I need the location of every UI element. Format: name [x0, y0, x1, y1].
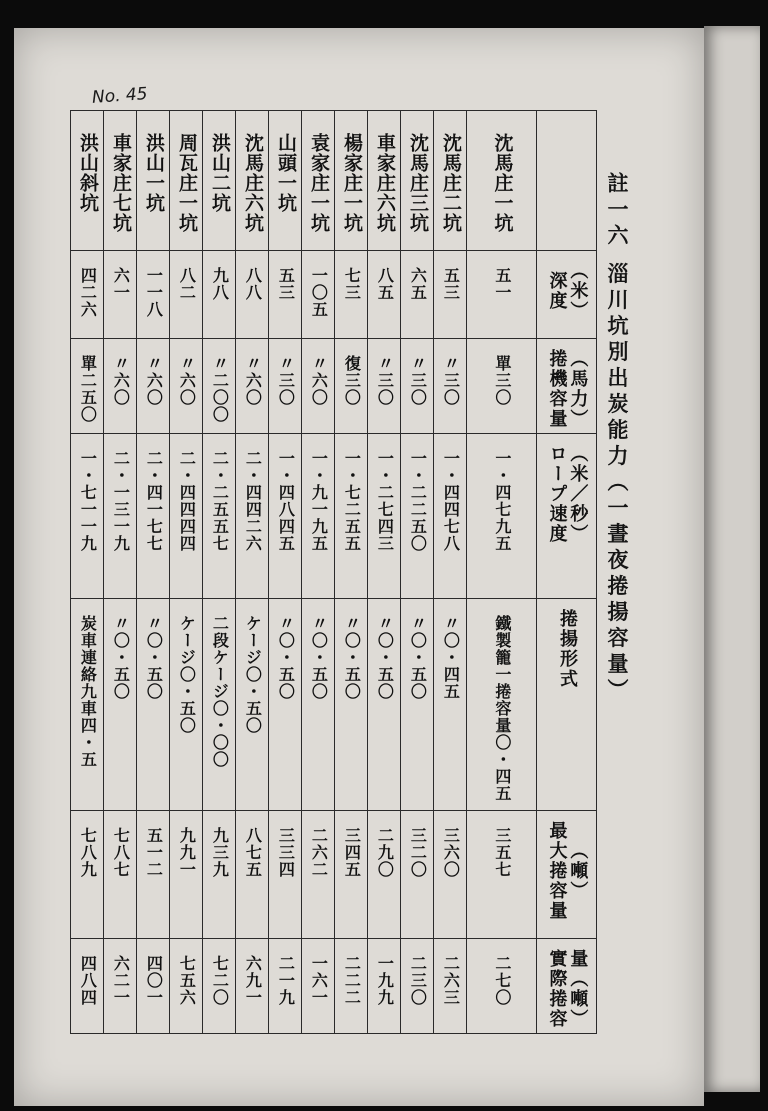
table-cell	[335, 599, 368, 811]
table-cell	[71, 111, 104, 251]
table-cell	[203, 599, 236, 811]
page-number: No. 45	[91, 84, 149, 108]
depth-value: 八五	[375, 267, 395, 301]
hoist-type-value: 二段ケージ〇・〇〇	[210, 615, 230, 768]
max-capacity-value: 三六〇	[441, 827, 461, 878]
table-cell	[203, 339, 236, 434]
table-cell	[434, 251, 467, 339]
table-cell	[302, 339, 335, 434]
table-cell	[368, 939, 401, 1034]
table-cell	[434, 434, 467, 599]
capacity-value: 復三〇	[342, 355, 362, 406]
rope-speed-header: ロープ速度	[546, 444, 568, 544]
actual-capacity-value: 二二二	[342, 955, 362, 1006]
hoist-type-value: 鐵製籠一捲容量〇・四五	[492, 615, 512, 802]
depth-value: 八八	[243, 267, 263, 301]
hoist-type-header: 捲揚形式	[556, 609, 578, 689]
max-capacity-value: 二九〇	[375, 827, 395, 878]
table-cell	[170, 599, 203, 811]
max-capacity-value: 三三四	[276, 827, 296, 878]
table-cell	[434, 339, 467, 434]
mine-name: 洪山二坑	[208, 133, 231, 213]
table-cell	[434, 111, 467, 251]
table-cell	[269, 811, 302, 939]
capacity-header: 捲機容量	[546, 349, 568, 429]
table-cell	[335, 434, 368, 599]
table-cell	[368, 251, 401, 339]
rope-speed-unit: （米／秒）	[567, 444, 589, 544]
table-cell	[401, 339, 434, 434]
depth-value: 五三	[276, 267, 296, 301]
table-cell	[203, 434, 236, 599]
actual-capacity-unit: 量（噸）	[567, 949, 589, 1029]
capacity-value: 〃六〇	[144, 355, 164, 406]
table-cell	[537, 939, 597, 1034]
table-cell	[71, 599, 104, 811]
rope-speed-value: 二・四四二六	[243, 450, 263, 552]
rope-speed-value: 二・四四四四	[177, 450, 197, 552]
depth-value: 八二	[177, 267, 197, 301]
depth-value: 六五	[408, 267, 428, 301]
depth-value: 七三	[342, 267, 362, 301]
table-cell	[137, 434, 170, 599]
actual-capacity-value: 六二一	[111, 955, 131, 1006]
row-names	[71, 111, 597, 251]
table-cell	[71, 939, 104, 1034]
table-cell	[104, 434, 137, 599]
rope-speed-value: 一・七二五五	[342, 450, 362, 552]
table-cell	[269, 434, 302, 599]
table-cell	[137, 599, 170, 811]
table-cell	[401, 251, 434, 339]
row-depth	[71, 251, 597, 339]
table-cell	[368, 111, 401, 251]
table-cell	[467, 939, 537, 1034]
table-cell	[269, 251, 302, 339]
table-cell	[335, 339, 368, 434]
table-cell	[170, 339, 203, 434]
actual-capacity-value: 四八四	[78, 955, 98, 1006]
rope-speed-value: 一・四四七八	[441, 450, 461, 552]
table-cell	[71, 811, 104, 939]
actual-capacity-value: 一九九	[375, 955, 395, 1006]
table-cell	[269, 339, 302, 434]
hoist-type-value: ケージ〇・五〇	[177, 615, 197, 734]
table-cell	[434, 939, 467, 1034]
mine-name: 沈馬庄六坑	[241, 133, 264, 233]
capacity-value: 〃三〇	[441, 355, 461, 406]
max-capacity-unit: （噸）	[567, 841, 589, 901]
actual-capacity-value: 二三〇	[408, 955, 428, 1006]
capacity-value: 〃三〇	[276, 355, 296, 406]
mine-name: 袁家庄一坑	[307, 133, 330, 233]
capacity-value: 單三〇	[492, 355, 512, 406]
table-cell	[236, 434, 269, 599]
table-cell	[302, 811, 335, 939]
actual-capacity-value: 二七〇	[492, 955, 512, 1006]
table-cell	[335, 811, 368, 939]
table-cell	[302, 434, 335, 599]
table-cell	[467, 339, 537, 434]
row-capacity	[71, 339, 597, 434]
actual-capacity-value: 四〇一	[144, 955, 164, 1006]
rope-speed-value: 一・四八四五	[276, 450, 296, 552]
table-cell	[170, 251, 203, 339]
max-capacity-value: 五一二	[144, 827, 164, 878]
table-cell	[104, 111, 137, 251]
actual-capacity-value: 一六一	[309, 955, 329, 1006]
table-cell	[401, 599, 434, 811]
hoist-type-value: 〃〇・五〇	[144, 615, 164, 700]
table-cell	[269, 599, 302, 811]
actual-capacity-value: 七五六	[177, 955, 197, 1006]
table-cell	[137, 811, 170, 939]
table-cell	[104, 599, 137, 811]
table-cell	[467, 811, 537, 939]
table-cell	[71, 339, 104, 434]
rope-speed-value: 二・一三一九	[111, 450, 131, 552]
rope-speed-value: 一・四七九五	[492, 450, 512, 552]
table-cell	[401, 434, 434, 599]
mine-name: 沈馬庄三坑	[406, 133, 429, 233]
rope-speed-value: 一・二七四三	[375, 450, 395, 552]
table-cell	[269, 939, 302, 1034]
table-cell	[537, 434, 597, 599]
table-cell	[537, 599, 597, 811]
depth-value: 一〇五	[309, 267, 329, 318]
table-cell	[236, 811, 269, 939]
capacity-unit: （馬力）	[567, 349, 589, 429]
table-cell	[236, 339, 269, 434]
table-cell	[537, 251, 597, 339]
table-cell	[170, 111, 203, 251]
table-cell	[467, 434, 537, 599]
actual-capacity-header: 實際捲容	[546, 949, 568, 1029]
depth-value: 六一	[111, 267, 131, 301]
table-cell	[104, 811, 137, 939]
table-cell	[236, 111, 269, 251]
max-capacity-value: 七八九	[78, 827, 98, 878]
rope-speed-value: 二・四一七七	[144, 450, 164, 552]
capacity-value: 〃六〇	[177, 355, 197, 406]
rope-speed-value: 一・七一一九	[78, 450, 98, 552]
table-cell	[467, 251, 537, 339]
rope-speed-value: 一・九一九五	[309, 450, 329, 552]
max-capacity-value: 九九一	[177, 827, 197, 878]
table-cell	[137, 111, 170, 251]
table-cell	[104, 339, 137, 434]
depth-header: 深度	[546, 271, 568, 311]
table-cell	[170, 939, 203, 1034]
table-cell	[170, 811, 203, 939]
mine-name: 洪山一坑	[142, 133, 165, 213]
coal-capacity-table	[70, 110, 597, 1034]
max-capacity-value: 三四五	[342, 827, 362, 878]
table-cell	[335, 939, 368, 1034]
depth-value: 四二六	[78, 267, 98, 318]
table-cell	[335, 251, 368, 339]
table-cell	[302, 111, 335, 251]
capacity-value: 〃三〇	[375, 355, 395, 406]
table-cell	[302, 939, 335, 1034]
mine-name: 沈馬庄一坑	[491, 133, 514, 233]
max-capacity-value: 七八七	[111, 827, 131, 878]
table-cell	[269, 111, 302, 251]
table-cell	[302, 599, 335, 811]
mine-name: 沈馬庄二坑	[439, 133, 462, 233]
row-rope-speed	[71, 434, 597, 599]
hoist-type-value: 〃〇・五〇	[309, 615, 329, 700]
table-cell	[137, 339, 170, 434]
table-cell	[537, 811, 597, 939]
adjacent-page-edge	[704, 26, 760, 1092]
table-cell	[203, 939, 236, 1034]
table-cell	[104, 939, 137, 1034]
table-cell	[368, 811, 401, 939]
table-cell	[104, 251, 137, 339]
hoist-type-value: 〃〇・四五	[441, 615, 461, 700]
depth-value: 五一	[492, 267, 512, 301]
table-cell	[368, 339, 401, 434]
table-cell	[401, 111, 434, 251]
row-hoist-type	[71, 599, 597, 811]
table-cell	[401, 811, 434, 939]
actual-capacity-value: 六九一	[243, 955, 263, 1006]
hoist-type-value: 〃〇・五〇	[408, 615, 428, 700]
table-cell	[537, 339, 597, 434]
mine-name: 楊家庄一坑	[340, 133, 363, 233]
mine-name: 洪山斜坑	[76, 133, 99, 213]
hoist-type-value: 炭車連絡九車四・五	[78, 615, 98, 768]
table-cell	[236, 251, 269, 339]
table-cell	[203, 251, 236, 339]
table-cell	[467, 111, 537, 251]
hoist-type-value: 〃〇・五〇	[111, 615, 131, 700]
rope-speed-value: 二・二五五七	[210, 450, 230, 552]
mine-name: 車家庄六坑	[373, 133, 396, 233]
depth-value: 一一八	[144, 267, 164, 318]
actual-capacity-value: 七二〇	[210, 955, 230, 1006]
table-cell	[434, 599, 467, 811]
row-max-capacity	[71, 811, 597, 939]
table-cell	[335, 111, 368, 251]
hoist-type-value: ケージ〇・五〇	[243, 615, 263, 734]
mine-name: 山頭一坑	[274, 133, 297, 213]
table-cell	[137, 251, 170, 339]
corner-header	[537, 111, 597, 251]
table-cell	[170, 434, 203, 599]
mine-name: 車家庄七坑	[109, 133, 132, 233]
table-cell	[467, 599, 537, 811]
table-cell	[236, 599, 269, 811]
hoist-type-value: 〃〇・五〇	[342, 615, 362, 700]
actual-capacity-value: 二一九	[276, 955, 296, 1006]
actual-capacity-value: 二六三	[441, 955, 461, 1006]
depth-value: 九八	[210, 267, 230, 301]
capacity-value: 〃二〇〇	[210, 355, 230, 423]
table-cell	[203, 811, 236, 939]
mine-name: 周瓦庄一坑	[175, 133, 198, 233]
max-capacity-value: 九三九	[210, 827, 230, 878]
row-actual-capacity	[71, 939, 597, 1034]
table-cell	[368, 599, 401, 811]
capacity-value: 〃六〇	[111, 355, 131, 406]
table-cell	[236, 939, 269, 1034]
depth-value: 五三	[441, 267, 461, 301]
max-capacity-value: 八七五	[243, 827, 263, 878]
capacity-value: 〃六〇	[243, 355, 263, 406]
table-cell	[401, 939, 434, 1034]
capacity-value: 〃六〇	[309, 355, 329, 406]
rope-speed-value: 一・二二五〇	[408, 450, 428, 552]
capacity-value: 〃三〇	[408, 355, 428, 406]
table-cell	[137, 939, 170, 1034]
max-capacity-value: 三五七	[492, 827, 512, 878]
table-cell	[434, 811, 467, 939]
depth-unit: （米）	[567, 261, 589, 321]
table-cell	[368, 434, 401, 599]
table-cell	[302, 251, 335, 339]
max-capacity-value: 二六二	[309, 827, 329, 878]
hoist-type-value: 〃〇・五〇	[375, 615, 395, 700]
max-capacity-value: 三二〇	[408, 827, 428, 878]
table-cell	[71, 251, 104, 339]
hoist-type-value: 〃〇・五〇	[276, 615, 296, 700]
table-title-text: 註一六 淄川坑別出炭能力（一晝夜捲揚容量）	[605, 172, 630, 705]
table-cell	[71, 434, 104, 599]
max-capacity-header: 最大捲容量	[546, 821, 568, 921]
table-cell	[203, 111, 236, 251]
capacity-value: 單二五〇	[78, 355, 98, 423]
